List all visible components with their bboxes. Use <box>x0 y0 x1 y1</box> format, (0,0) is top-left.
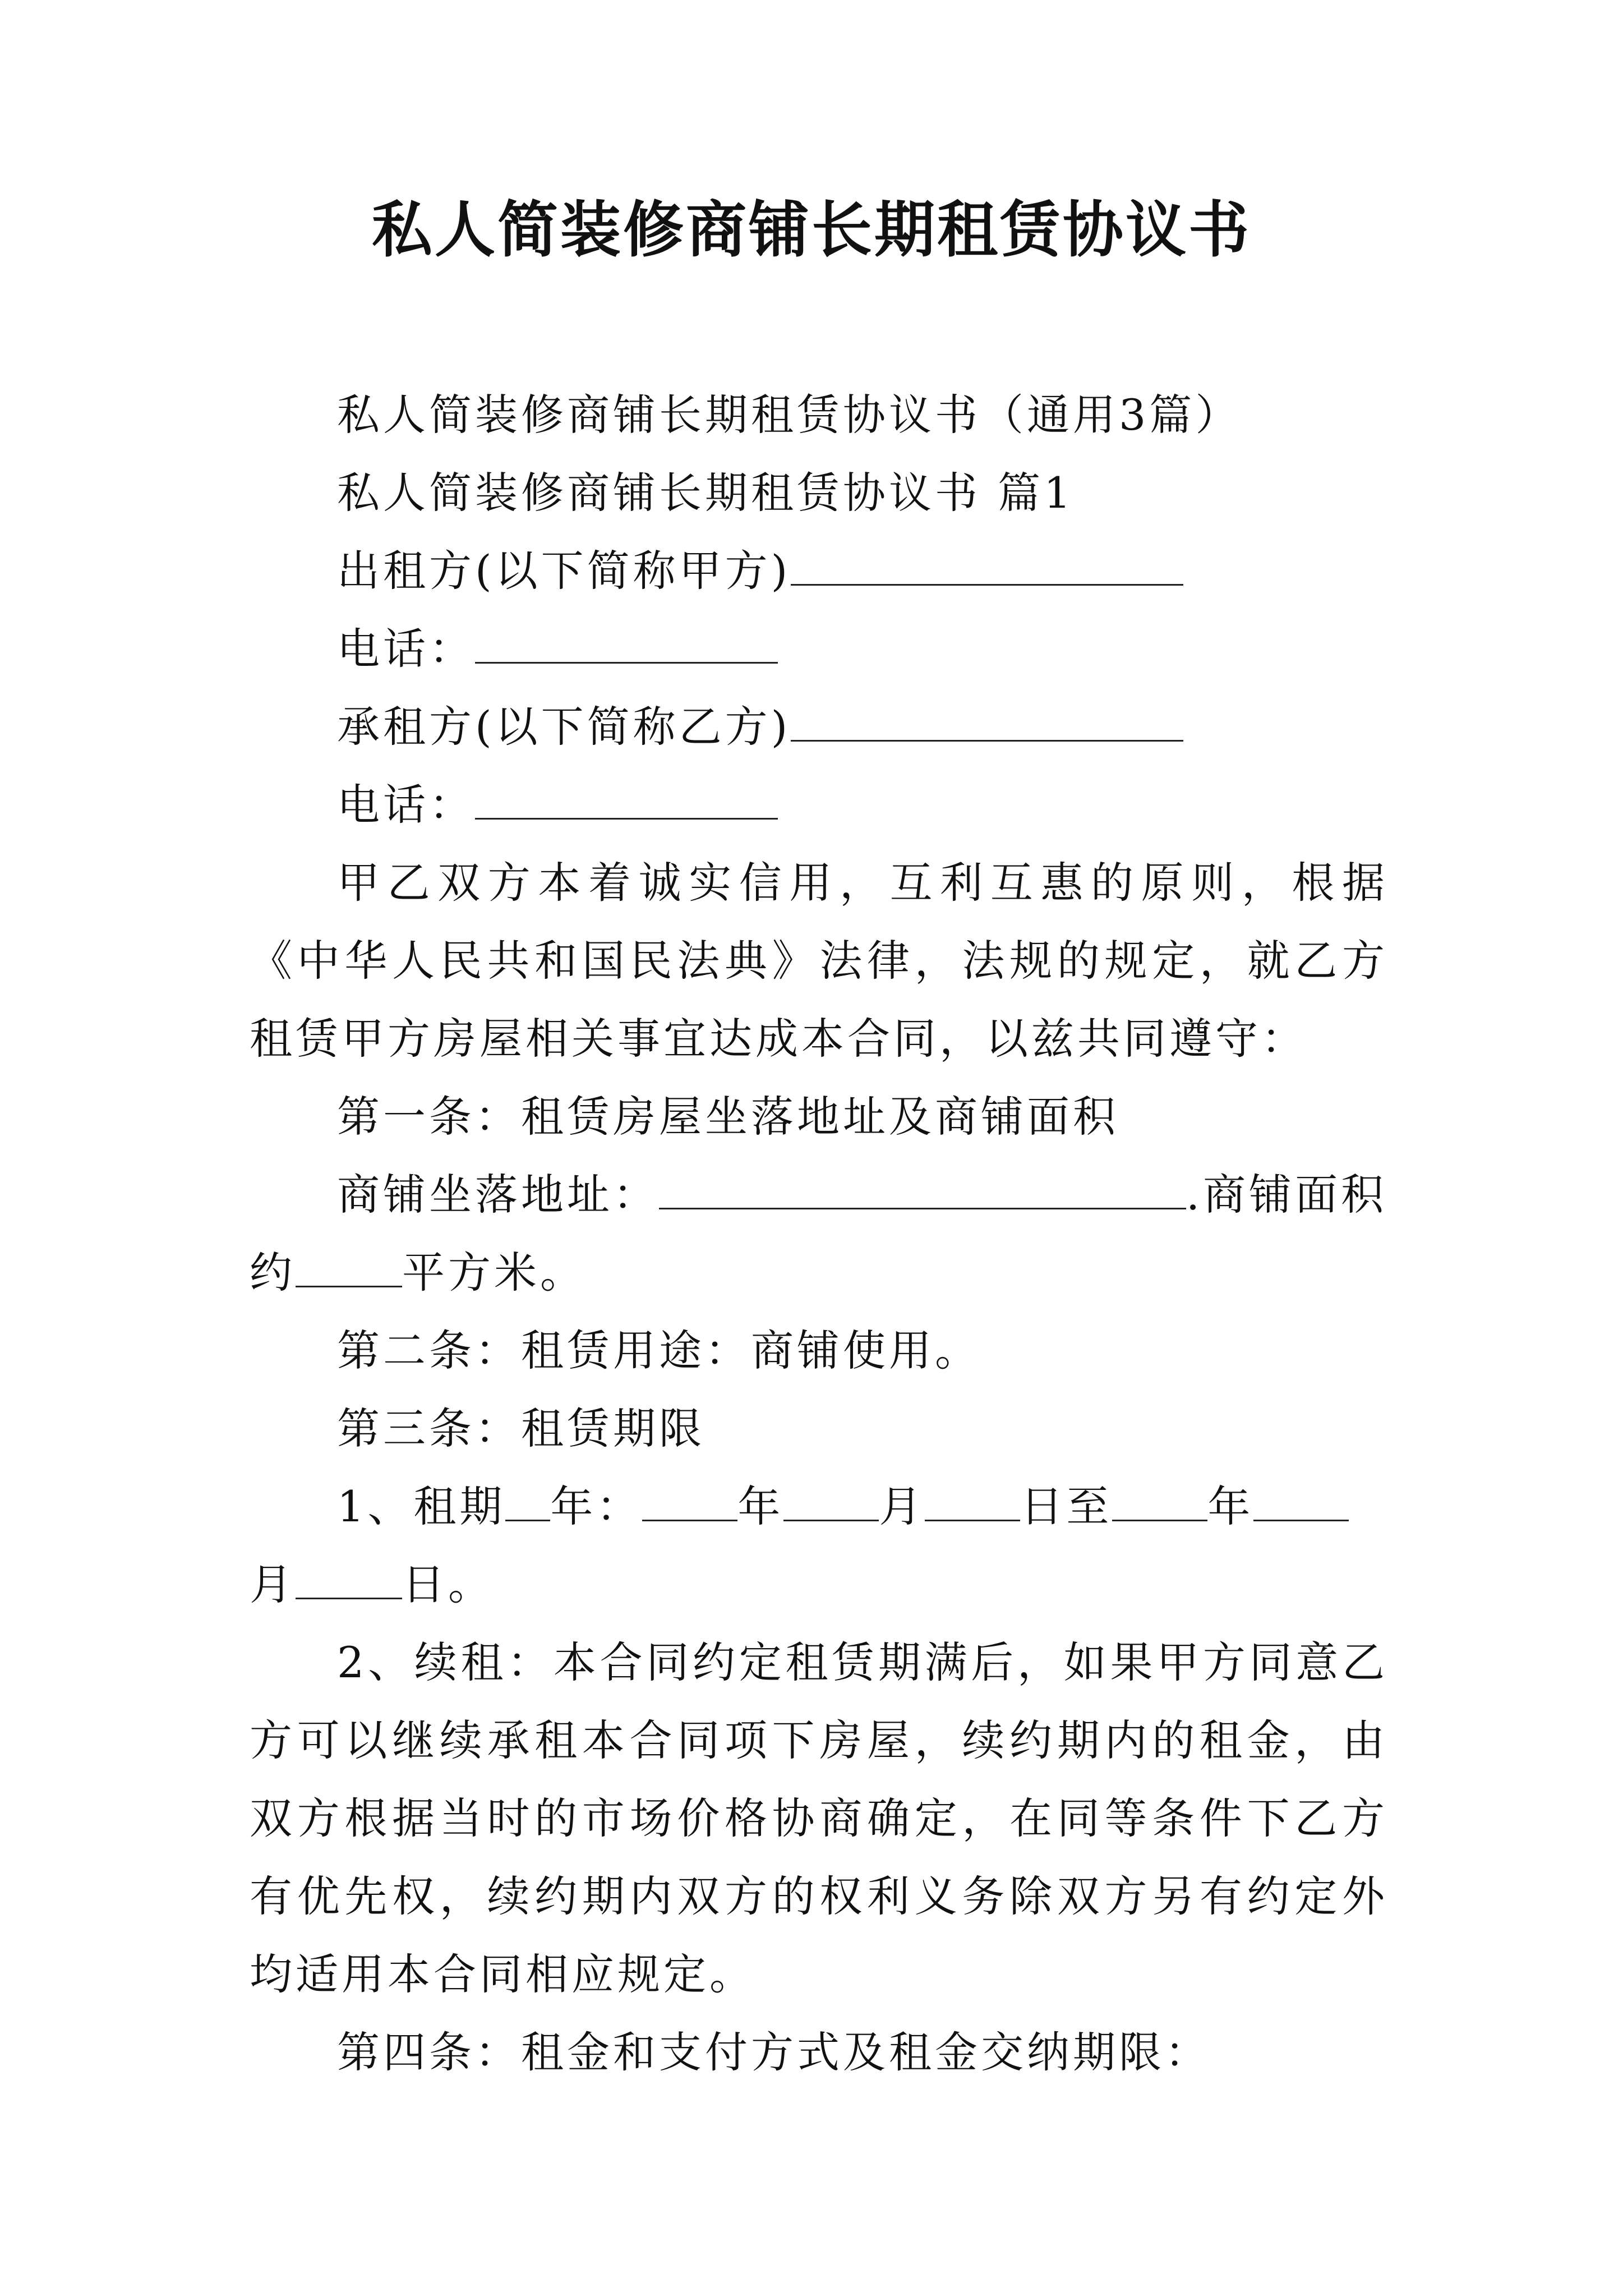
end-month-blank-a <box>1253 1484 1349 1521</box>
end-day-unit: 日。 <box>402 1559 494 1609</box>
area-label: .商铺面积 <box>1186 1170 1387 1220</box>
lessee-line <box>250 688 1388 766</box>
article-3-title: 第三条：租赁期限 <box>337 1404 705 1453</box>
lessor-phone-label: 电话： <box>337 624 475 674</box>
area-prefix: 约 <box>250 1248 296 1297</box>
lessee-phone-blank <box>475 782 778 820</box>
end-month-unit: 月 <box>250 1559 296 1609</box>
lessor-phone-line <box>250 610 1388 688</box>
area-blank <box>296 1250 402 1287</box>
end-year-unit: 年 <box>1207 1481 1254 1531</box>
article-3-term-line <box>250 1467 1388 1545</box>
article-3-term-line-2 <box>250 1545 1388 1623</box>
address-label: 商铺坐落地址： <box>337 1170 659 1220</box>
area-unit: 平方米。 <box>402 1248 586 1297</box>
lessor-phone-blank <box>475 626 778 664</box>
subtitle: 私人简装修商铺长期租赁协议书（通用3篇） <box>337 390 1242 440</box>
article-1-area-line <box>250 1234 1388 1312</box>
intro-paragraph: 甲乙双方本着诚实信用，互利互惠的原则，根据《中华人民共和国民法典》法律，法规的规定，就乙方租赁甲方房屋相关事宜达成本合同，以兹共同遵守： <box>250 858 1388 1064</box>
start-year-blank <box>642 1484 737 1521</box>
lessee-blank <box>791 704 1183 742</box>
start-day-unit: 日至 <box>1020 1481 1113 1531</box>
term-prefix: 1、租期 <box>337 1481 506 1531</box>
part-heading: 私人简装修商铺长期租赁协议书 篇1 <box>337 468 1075 518</box>
start-month-blank <box>783 1484 879 1521</box>
article-2: 第二条：租赁用途：商铺使用。 <box>337 1326 981 1375</box>
document-title: 私人简装修商铺长期租赁协议书 <box>371 195 1251 265</box>
start-month-unit: 月 <box>879 1481 925 1531</box>
article-3-renewal: 2、续租：本合同约定租赁期满后，如果甲方同意乙方可以继续承租本合同项下房屋，续约期内的租金，由双方根据当时的市场价格协商确定，在同等条件下乙方有优先权，续约期内双方的权利义务除双方另有约定外均适用本合同相应规定。 <box>250 1637 1388 1999</box>
lessor-blank <box>791 548 1183 586</box>
lessee-label: 承租方(以下简称乙方) <box>337 702 791 752</box>
lessor-label: 出租方(以下简称甲方) <box>337 546 791 596</box>
article-1-address-line <box>250 1156 1388 1234</box>
lessor-line <box>250 532 1388 610</box>
end-year-blank <box>1112 1484 1207 1521</box>
term-years-blank <box>505 1484 550 1521</box>
article-1-title: 第一条：租赁房屋坐落地址及商铺面积 <box>337 1092 1119 1142</box>
lessee-phone-line <box>250 766 1388 844</box>
term-year-colon: 年： <box>550 1481 643 1531</box>
document-body <box>250 376 1388 2091</box>
article-4-title: 第四条：租金和支付方式及租金交纳期限： <box>337 2027 1211 2077</box>
lessee-phone-label: 电话： <box>337 780 475 830</box>
start-day-blank <box>925 1484 1020 1521</box>
end-day-blank <box>296 1562 402 1599</box>
start-year-unit: 年 <box>737 1481 784 1531</box>
address-blank <box>659 1172 1186 1209</box>
